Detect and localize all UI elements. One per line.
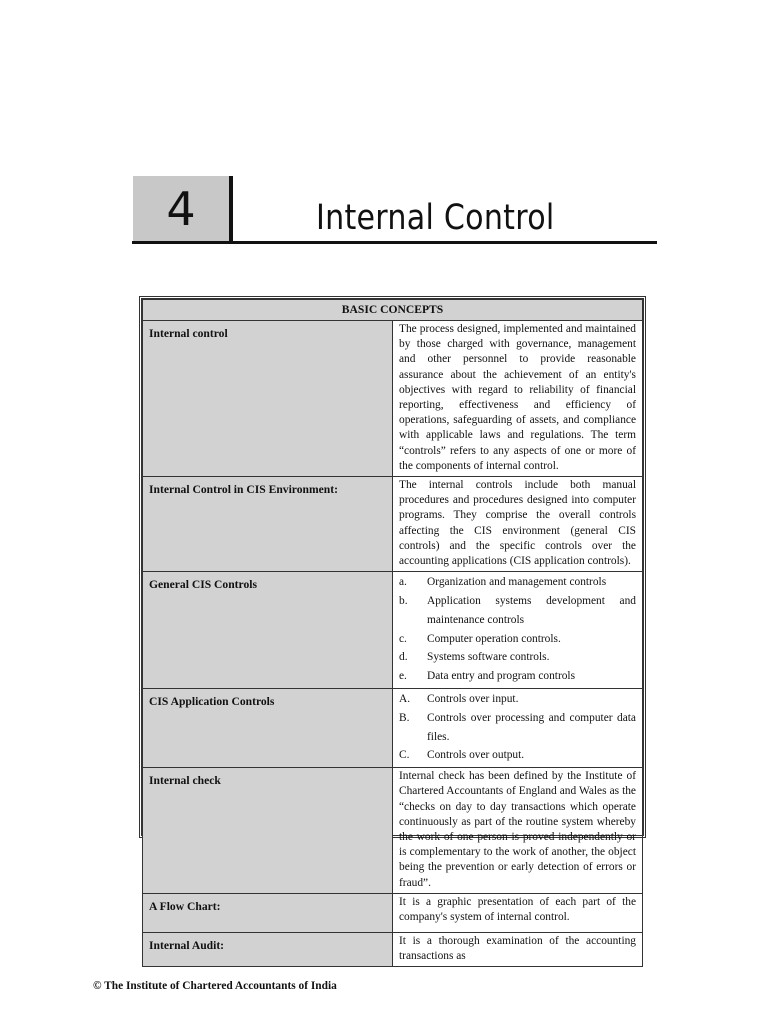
list-item: b. Application systems development and maintenance controls [399,595,636,626]
table-row [143,321,643,477]
table-row [143,477,643,572]
basic-concepts-table [139,296,646,963]
table-row [143,893,643,932]
term-internal-check: Internal check [143,768,393,894]
table-row [143,932,643,966]
list-item: A. Controls over input. [399,693,519,706]
list-item: c. Computer operation controls. [399,632,561,645]
definition-internal-control: The process designed, implemented and maintained by those charged with governance, management and other personnel to provide reasonable assurance about the achievement of an entity's objectives with regard to reliability of financial reporting, effectiveness and efficiency of operations, safeguarding of assets, and compliance with applicable laws and regulations. The term “controls” refers to any aspects of one or more of the components of internal control. [393,321,643,477]
list-item: d. Systems software controls. [399,651,550,664]
definition-internal-control-cis: The internal controls include both manual procedures and procedures designed into computer programs. They comprise the overall controls affecting the CIS environment (general CIS controls) and the specific controls over the accounting applications (CIS application controls). [393,477,643,572]
term-internal-control: Internal control [143,321,393,477]
term-internal-control-cis: Internal Control in CIS Environment: [143,477,393,572]
chapter-title: Internal Control [316,198,555,238]
term-internal-audit: Internal Audit: [143,932,393,966]
chapter-number-box [133,176,229,242]
definition-internal-check: Internal check has been defined by the Institute of Chartered Accountants of England and Wales as the “checks on day to day transactions which operate continuously as part of the routine system whereby the work of one person is proved independently or is complementary to the work of another, the object being the prevention or early detection of errors or fraud”. [393,768,643,894]
term-cis-application-controls: CIS Application Controls [143,689,393,768]
term-general-cis-controls: General CIS Controls [143,572,393,689]
chapter-number: 4 [166,182,196,236]
table-row [143,572,643,689]
list-item: B. Controls over processing and computer data files. [399,711,636,743]
definition-flow-chart: It is a graphic presentation of each part of the company's system of internal control. [393,893,643,932]
definition-internal-audit: It is a thorough examination of the accounting transactions as [393,932,643,966]
table-row [143,768,643,894]
table-row [143,689,643,768]
table-header: BASIC CONCEPTS [143,300,643,321]
list-cis-application-controls [393,689,643,768]
copyright-footer: © The Institute of Chartered Accountants of India [93,980,337,992]
list-item: a. Organization and management controls [399,576,607,589]
list-item: C. Controls over output. [399,749,525,762]
chapter-underline [132,241,657,244]
chapter-divider [229,176,233,244]
term-flow-chart: A Flow Chart: [143,893,393,932]
list-general-cis-controls [393,572,643,689]
list-item: e. Data entry and program controls [399,670,576,683]
